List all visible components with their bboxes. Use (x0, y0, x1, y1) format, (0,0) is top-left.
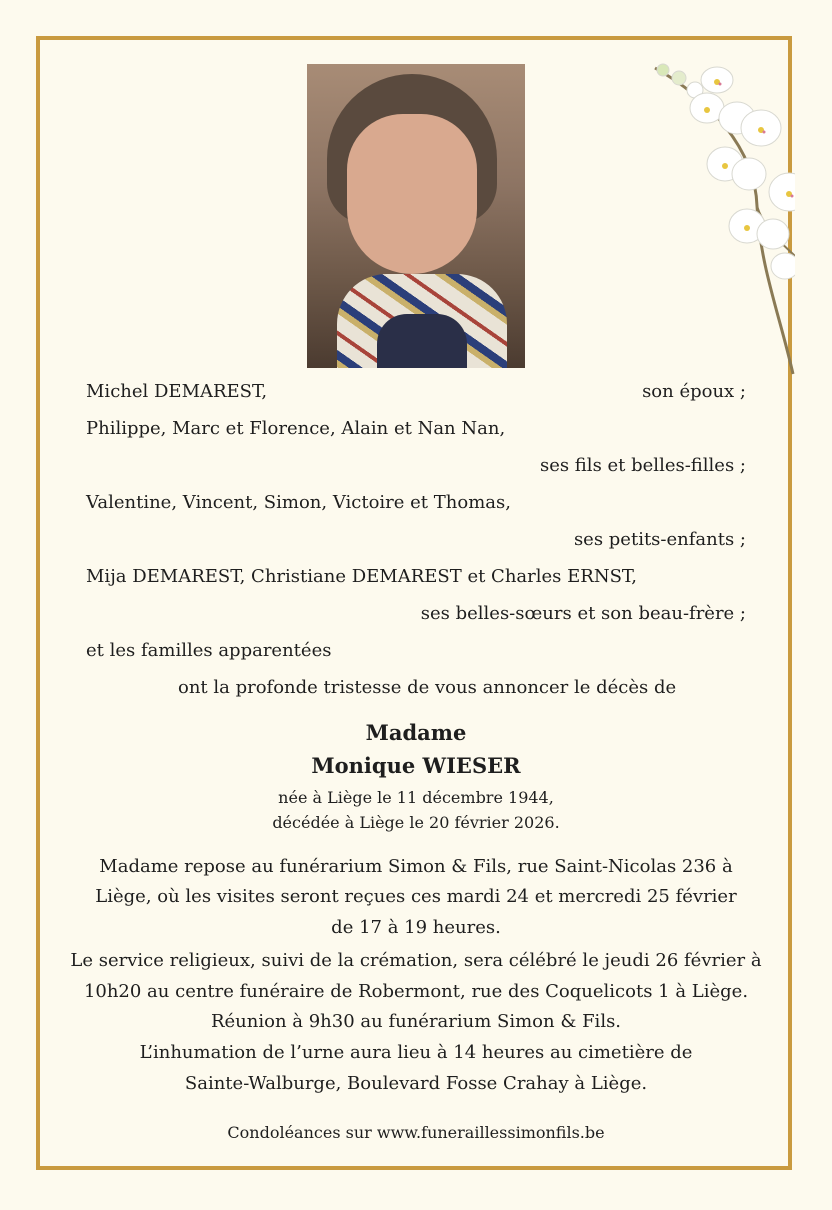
birth-line: née à Liège le 11 décembre 1944, (278, 788, 554, 807)
condolences-link[interactable]: Condoléances sur www.funeraillessimonfils.be (227, 1123, 605, 1142)
family-name-spouse: Michel DEMAREST, (86, 381, 268, 402)
deceased-title: Madame (365, 720, 467, 745)
details-line-3: de 17 à 19 heures. (331, 917, 501, 938)
deceased-name: Monique WIESER (311, 753, 521, 778)
details-line-6: Réunion à 9h30 au funérarium Simon & Fils. (210, 1011, 622, 1032)
relation-spouse: son époux ; (642, 381, 746, 402)
details-line-5: 10h20 au centre funéraire de Robermont, rue des Coquelicots 1 à Liège. (83, 981, 749, 1002)
relation-grandchildren: ses petits-enfants ; (573, 529, 746, 550)
details-line-2: Liège, où les visites seront reçues ces mardi 24 et mercredi 25 février (95, 886, 737, 907)
relation-sons: ses fils et belles-filles ; (539, 455, 746, 476)
details-line-7: L’inhumation de l’urne aura lieu à 14 heures au cimetière de (139, 1042, 693, 1063)
details-line-1: Madame repose au funérarium Simon & Fils, rue Saint-Nicolas 236 à (99, 856, 733, 877)
family-name-sons: Philippe, Marc et Florence, Alain et Nan Nan, (86, 418, 506, 439)
families-line: et les familles apparentées (86, 640, 332, 661)
death-line: décédée à Liège le 20 février 2026. (272, 813, 560, 832)
orchid-decoration (645, 56, 795, 376)
portrait-photo (307, 64, 525, 368)
details-line-8: Sainte-Walburge, Boulevard Fosse Crahay à Liège. (184, 1073, 648, 1094)
details-line-4: Le service religieux, suivi de la crémation, sera célébré le jeudi 26 février à (70, 950, 762, 971)
family-name-grandchildren: Valentine, Vincent, Simon, Victoire et Thomas, (86, 492, 511, 513)
announcement: ont la profonde tristesse de vous annoncer le décès de (178, 677, 677, 698)
relation-in-laws: ses belles-sœurs et son beau-frère ; (420, 603, 746, 624)
family-name-in-laws: Mija DEMAREST, Christiane DEMAREST et Charles ERNST, (86, 566, 637, 587)
